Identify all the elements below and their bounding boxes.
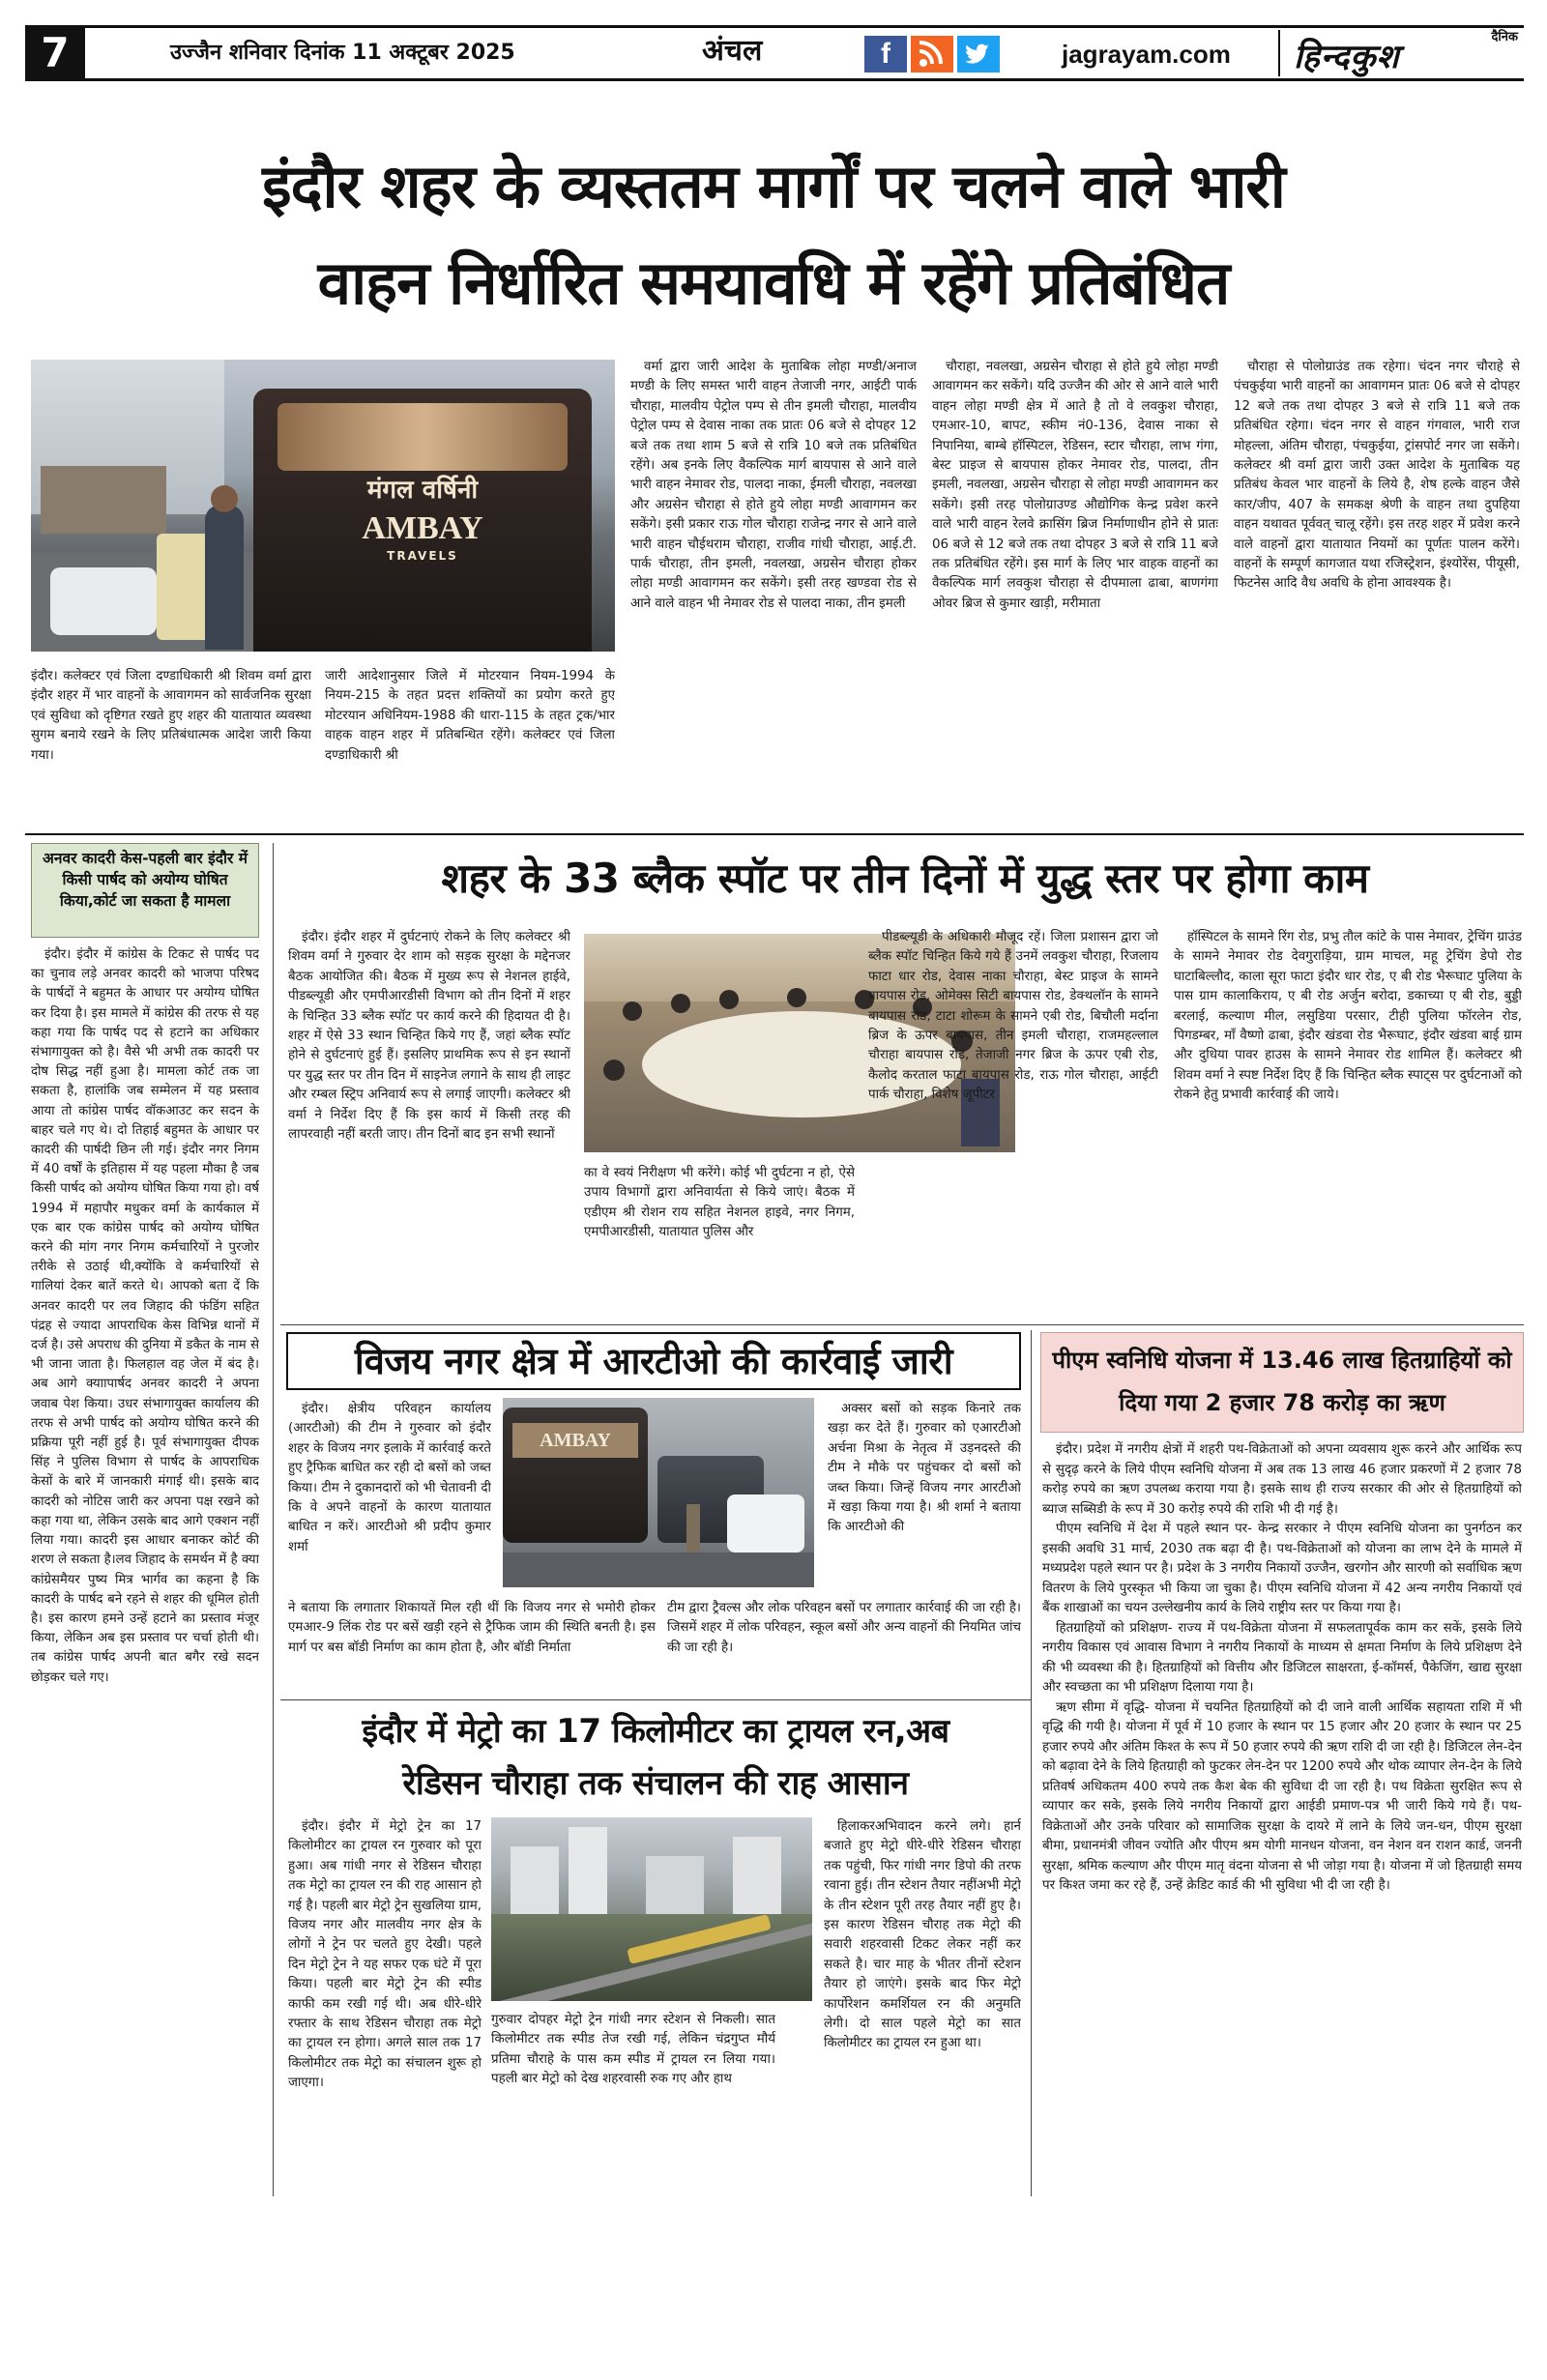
lead-column-1-text: वर्मा द्वारा जारी आदेश के मुताबिक लोहा मण्डी/अनाज मण्डी के लिए समस्त भारी वाहन तेजाजी नगर, आईटी पार्क चौराहा, मालवीय पेट्रोल पम्प से तीन इमली चौराहा, मालवीय पेट्रोल पम्प से देवास नाका तक प्रातः 06 बजे से दोपहर 12 बजे तक तथा शाम 5 बजे से रात्रि 10 बजे तक प्रतिबंधित रहेंगे। अब इनके लिए वैकल्पिक मार्ग बायपास से आने वाले भारी वाहन नेमावर रोड, पालदा नाका, ईमली चौराहा, नवलखा और अग्रसेन चौराहा से होते हुये लोहा मण्डी आवागमन कर सकेंगे। इसी प्रकार राऊ गोल चौराहा राजेन्द्र नगर से आने वाले भारी वाहन चौईथराम चौराहा, राजीव गांधी चौराहा, आई.टी. पार्क चौराहा, तीन इमली, नवलखा, अग्रसेन चौराहा होकर लोहा मण्डी आवागमन कर सकेंगे। इसी तरह खण्डवा रोड से आने वाले वाहन भी नेमावर रोड से पालदा नाका, तीन इमली [630, 360, 917, 611]
divider [280, 1324, 1524, 1325]
lead-column-3 [1234, 358, 1520, 826]
dateline: उज्जैन शनिवार दिनांक 11 अक्टूबर 2025 [170, 41, 515, 65]
side-headline: अनवर कादरी केस-पहली बार इंदौर में किसी पार्षद को अयोग्य घोषित किया,कोर्ट जा सकता है मामला [43, 850, 248, 910]
pm-body-paragraph-2: पीएम स्वनिधि में देश में पहले स्थान पर- केन्द्र सरकार ने पीएम स्वनिधि योजना का पुनर्गठन कर इसकी अवधि 31 मार्च, 2030 तक बढ़ा दी है। पथ-विक्रेताओं को योजना का लाभ देने के मामले में मध्यप्रदेश पहले स्थान पर है। प्रदेश के 3 नगरीय निकायों उज्जैन, खरगोन और सारणी को सर्वाधिक ऋण वितरण के लिये पुरस्कृत भी किया जा चुका है। पीएम स्वनिधि योजना में 42 अन्य नगरीय निकायों एवं बैंक शाखाओं का चयन उल्लेखनीय कार्य के लिये राष्ट्रीय स्तर पर किया गया है। [1042, 1522, 1522, 1615]
paper-logo [1278, 30, 1524, 76]
lead-column-3-text: चौराहा से पोलोग्राउंड तक रहेगा। चंदन नगर चौराहे से पंचकुईया भारी वाहनों का आवागमन प्रातः 06 बजे से दोपहर 12 बजे तक तथा दोपहर 3 बजे से रात्रि 11 बजे तक प्रतिबंधित रहेगा। चंदन नगर से वाहन गंगवाल, भारी राज मोहल्ला, अंतिम चौराहा, पंचकुईया, ट्रांसपोर्ट नगर जा सकेंगे। कलेक्टर श्री वर्मा द्वारा जारी उक्त आदेश के मुताबिक यह प्रतिबंध केवल भार वाहनों के लिये है, शेष हल्के वाहन जैसे कार/जीप, 407 के समकक्ष श्रेणी के वाहन तथा दुपहिया वाहन यथावत पूर्ववत् चालू रहेंगे। इस तरह शहर में प्रवेश करने वाले वाहनों द्वारा यातायात नियमों का पूर्णतः पालन करेंगे। वाहनों के सम्पूर्ण कागजात यथा रजिस्ट्रेशन, इंश्योरेंस, पीयूसी, फिटनेस आदि वैध अवधि के होना आवश्यक है। [1234, 360, 1520, 592]
paper-logo-name: हिन्दकुश [1294, 38, 1400, 76]
divider [25, 833, 1524, 835]
pm-body-paragraph-4: ऋण सीमा में वृद्धि- योजना में चयनित हितग्राहियों को दी जाने वाली आर्थिक सहायता राशि में भी वृद्धि की गयी है। योजना में पूर्व में 10 हजार के स्थान पर 15 हजार और 20 हजार के स्थान पर 25 हजार रुपये और अंतिम किश्त के रूप में 50 हजार रुपये की ऋण राशि दी जा रही है। डिजिटल लेन-देन को बढ़ावा देने के लिये हितग्राही को फुटकर लेन-देन पर 1200 रुपये और थोक व्यापार लेन-देन के लिये प्रतिवर्ष अधिकतम 400 रुपये तक कैश बेक की सुविधा दी जा रही है। पथ विक्रेता सुरक्षित रूप से व्यापार कर सके, इसके लिये नगरीय निकायों द्वारा आईडी प्रमाण-पत्र भी जारी किये गये हैं। पथ-विक्रेताओं और उनके परिवार को सामाजिक सुरक्षा के दायरे में लाने के लिये जन-धन, पीएम सुरक्षा बीमा, प्रधानमंत्री जीवन ज्योति और पीएम श्रम योगी मानधन योजना, वन नेशन वन राशन कार्ड, जननी सुरक्षा, श्रमिक कल्याण और पीएम मातृ वंदना योजना से भी जोड़ा गया है। योजना में जो हितग्राही समय पर किश्त जमा कर रहे हैं, उन्हें क्रेडिट कार्ड की भी सुविधा भी दी जा रही है। [1042, 1699, 1522, 1893]
rto-headline-box [286, 1332, 1021, 1390]
metro-under-photo: गुरुवार दोपहर मेट्रो ट्रेन गांधी नगर स्टेशन से निकली। सात किलोमीटर तक स्पीड तेज रखी गई, लेकिन चंद्रगुप्त मौर्य प्रतिमा चौराहे के पास कम स्पीड में ट्रायल रन लिया गया। पहली बार मेट्रो को देख शहरवासी रुक गए और हाथ [491, 2013, 775, 2087]
blackspot-column-4-text: हॉस्पिटल के सामने रिंग रोड, प्रभु तौल कांटे के पास नेमावर, ट्रेचिंग ग्राउंड के सामने नेमावर रोड देवगुराड़िया, ग्राम माचल, महू ट्रेचिंग डेपो रोड घाटाबिल्लौद, काला सूरा फाटा इंदौर धार रोड, ए बी रोड भैरूघाट पुलिया के पास ग्राम कालाकिराय, ए बी रोड अर्जुन बरोदा, डकाच्या ए बी रोड, बुड्डी बरलाई, कल्याण मील, लसुडिया परसार, टीही पुलिया फॉरलेन रोड, पिगडम्बर, माँ वैष्णो ढाबा, इंदौर खंडवा रोड भैरूघाट, इंदौर खंडवा बाई ग्राम और दुधिया पावर हाउस के सामने नेमावर रोड शामिल हैं। कलेक्टर श्री शिवम वर्मा ने स्पष्ट निर्देश दिए हैं कि चिन्हित ब्लैक स्पाट्स पर दुर्घटनाओं को रोकने हेतु प्रभावी कार्रवाई की जाये। [1174, 930, 1522, 1103]
pm-body-paragraph-3: हितग्राहियों को प्रशिक्षण- राज्य में पथ-विक्रेता योजना में सफलतापूर्वक काम कर सकें, इसके लिये नगरीय विकास एवं आवास विभाग ने नगरीय निकायों के माध्यम से क्षमता निर्माण के लिये प्रशिक्षण देने की भी व्यवस्था की है। हितग्राहियों को वित्तीय और डिजिटल साक्षरता, ई-कॉमर्स, पैकेजिंग, खाद्य सुरक्षा और स्वच्छता का भी प्रशिक्षण दिलाया गया है। [1042, 1620, 1522, 1695]
social-icons [864, 36, 1009, 73]
twitter-icon[interactable] [957, 36, 1000, 73]
blackspot-under-photo: का वे स्वयं निरीक्षण भी करेंगे। कोई भी दुर्घटना न हो, ऐसे उपाय विभागों द्वारा अनिवार्यता से किये जाएं। बैठक में एडीएम श्री रोशन राय सहित नेशनल हाइवे, नगर निगम, एमपीआरडीसी, यातायात पुलिस और [584, 1166, 855, 1240]
bus-text-line1: मंगल वर्षिनी [366, 476, 479, 505]
blackspot-column-3 [868, 928, 1158, 1317]
rto-under-photo-right: टीम द्वारा ट्रैवल्स और लोक परिवहन बसों पर लगातार कार्रवाई की जा रही है। जिसमें शहर में लोक परिवहन, स्कूल बसों और अन्य वाहनों की नियमित जांच की जा रही है। [667, 1601, 1021, 1655]
rto-headline: विजय नगर क्षेत्र में आरटीओ की कार्रवाई जारी [354, 1340, 953, 1382]
rto-column-3-text: अक्सर बसों को सड़क किनारे तक खड़ा कर देते हैं। गुरुवार को एआरटीओ अर्चना मिश्रा के नेतृत्व में उड़नदस्ते की टीम ने मौके पर पहुंचकर दो बसों को जब्त किया। जिन्हें विजय नगर आरटीओ में खड़ा किया गया है। श्री शर्मा ने बताया कि आरटीओ की [828, 1402, 1021, 1535]
divider [273, 843, 274, 2196]
blackspot-column-3-text: पीडब्ल्यूडी के अधिकारी मौजूद रहें। जिला प्रशासन द्वारा जो ब्लैक स्पॉट चिन्हित किये गये हैं उनमें लवकुश चौराहा, रिजलाय फाटा धार रोड, देवास नाका चौराहा, बेस्ट प्राइज के सामने बायपास रोड, ओमेक्स सिटी बायपास रोड, डेक्थलॉन के सामने बायपास रोड, टाटा शोरूम के सामने एबी रोड, बिचौली मर्दाना ब्रिज के ऊपर बायपास, तीन इमली चौराहा, राजमहल्लाल चौराहा बायपास रोड, तेजाजी नगर ब्रिज के ऊपर एबी रोड, कैलोद करताल फाटा बायपास रोड, राऊ गोल चौराहा, आईटी पार्क चौराहा, विशेष जूपीटर [868, 930, 1158, 1103]
metro-headline-line1: इंदौर में मेट्रो का 17 किलोमीटर का ट्रायल रन,अब [362, 1712, 949, 1751]
rto-column-1-text: इंदौर। क्षेत्रीय परिवहन कार्यालय (आरटीओ) की टीम ने गुरुवार को इंदौर शहर के विजय नगर इलाके में कार्रवाई करते हुए ट्रैफिक बाधित कर रही दो बसों को जब्त किया। टीम ने दुकानदारों को भी चेतावनी दी कि वे अपने वाहनों के कारण यातायात बाधित न करें। आरटीओ श्री प्रदीप कुमार शर्मा [288, 1402, 491, 1554]
page-number: 7 [25, 28, 85, 78]
lead-column-2-text: चौराहा, नवलखा, अग्रसेन चौराहा से होते हुये लोहा मण्डी आवागमन कर सकेंगे। यदि उज्जैन की ओर से आने वाले भारी वाहन लोहा मण्डी क्षेत्र में आते है तो वे लवकुश चौराहा, एमआर-10, बापट, स्कीम नं0-136, देवास नाका से निपानिया, बाम्बे हॉस्पिटल, रेडिसन, स्टार चौराहा, लाभ गंगा, बेस्ट प्राइज से बायपास होकर नेमावर रोड, पालदा, तीन इमली, नवलखा, अग्रसेन चौराहा से लोहा मण्डी आवागमन कर सकेंगे। इसी तरह पोलोग्राउण्ड औद्योगिक केन्द्र प्रवेश करने वाले भारी वाहन रेलवे क्रासिंग ब्रिज निर्माणाधीन होने से प्रातः 06 बजे से 12 बजे तक तथा दोपहर 3 बजे से रात्रि 11 बजे तक प्रतिबंधित रहेंगे। इस मार्ग के लिए भार वाहक वाहनों का वैकल्पिक मार्ग लवकुश चौराहा से दीपमाला ढाबा, बाणगंगा ओवर ब्रिज से कुमार खाड़ी, मरीमाता [932, 360, 1218, 611]
rss-icon[interactable] [911, 36, 953, 73]
blackspot-column-1-text: इंदौर। इंदौर शहर में दुर्घटनाएं रोकने के लिए कलेक्टर श्री शिवम वर्मा ने गुरुवार देर शाम को सड़क सुरक्षा के मद्देनजर बैठक आयोजित की। बैठक में मुख्य रूप से नेशनल हाईवे, पीडब्ल्यूडी और एमपीआरडीसी विभाग को तीन दिनों में शहर के चिन्हित 33 ब्लैक स्पॉट पर कार्य करने की हिदायत दी है। शहर में ऐसे 33 स्थान चिन्हित किये गए हैं, जहां ब्लैक स्पॉट होने से दुर्घटनाएं हुई हैं। इसलिए प्राथमिक रूप से इन स्थानों पर युद्ध स्तर पर तीन दिन में साइनेज लगाने के साथ ही लाइट और रम्बल स्ट्रिप अनिवार्य रूप से लगाई जाएगी। कलेक्टर श्री वर्मा ने निर्देश दिए हैं कि इस कार्य में किसी तरह की लापरवाही नहीं बरती जाए। तीन दिनों बाद इन सभी स्थानों [288, 930, 570, 1143]
lead-photo-bus [31, 360, 615, 652]
divider [1031, 1330, 1032, 2196]
lead-headline-line1: इंदौर शहर के व्यस्ततम मार्गों पर चलने वाले भारी [262, 151, 1285, 221]
metro-column-3 [824, 1817, 1021, 2196]
website[interactable]: jagrayam.com [1062, 40, 1231, 69]
masthead [25, 25, 1524, 81]
lead-column-1 [630, 358, 917, 826]
pm-body-paragraph-1: इंदौर। प्रदेश में नगरीय क्षेत्रों में शहरी पथ-विक्रेताओं को अपना व्यवसाय शुरू करने और आर्थिक रूप से सुदृढ़ करने के लिये पीएम स्वनिधि योजना में अब तक 13 लाख 46 हजार प्रकरणों में 2 हजार 78 करोड़ रुपये का ऋण उपलब्ध कराया गया है। इसके साथ ही राज्य सरकार की ओर से हितग्राहियों को ब्याज सब्सिडी के रूप में 30 करोड़ रुपये की राशि भी दी गई है। [1042, 1442, 1522, 1517]
metro-column-3-text: हिलाकरअभिवादन करने लगे। हार्न बजाते हुए मेट्रो धीरे-धीरे रेडिसन चौराहा तक पहुंची, फिर गांधी नगर डिपो की तरफ रवाना हुई। तीन स्टेशन तैयार नहींअभी मेट्रो के तीन स्टेशन पूरी तरह तैयार नहीं हुए है। इस कारण रेडिसन चौराह तक मेट्रो की सवारी शहरवासी टिकट लेकर नहीं कर सकते है। चार माह के भीतर तीनों स्टेशन तैयार हो जाएंगे। इसके बाद फिर मेट्रो कार्पोरेशन कमर्शियल रन की अनुमति लेगी। दो साल पहले मेट्रो का सात किलोमीटर का ट्रायल रन हुआ था। [824, 1819, 1021, 2051]
paper-logo-small: दैनिक [1491, 30, 1518, 44]
side-headline-box [31, 843, 259, 938]
metro-headline-line2: रेडिसन चौराहा तक संचालन की राह आसान [402, 1764, 909, 1803]
rto-column-3 [828, 1400, 1021, 1595]
rto-column-1 [288, 1400, 491, 1595]
bus-text-line3: TRAVELS [387, 549, 458, 563]
facebook-icon[interactable]: f [864, 36, 907, 73]
metro-column-1-text: इंदौर। इंदौर में मेट्रो ट्रेन का 17 किलोमीटर का ट्रायल रन गुरुवार को पूरा हुआ। अब गांधी नगर से रेडिसन चौराहा तक मेट्रो का ट्रायल रन की राह आसान हो गई है। पहली बार मेट्रो ट्रेन सुखलिया ग्राम, विजय नगर और मालवीय नगर क्षेत्र के लोगों ने ट्रेन पर चलते हुए देखी। पहले दिन मेट्रो ट्रेन ने यह सफर एक घंटे में पूरा किया। पहली बार मेट्रो ट्रेन की स्पीड काफी कम रखी गई थी। अब धीरे-धीरे रफ्तार के साथ रेडिसन चौराहा तक मेट्रो का ट्रायल रन होगा। अगले साल तक 17 किलोमीटर तक मेट्रो का संचालन शुरू हो जाएगा। [288, 1819, 482, 2091]
side-body [31, 945, 259, 2192]
lead-photo-caption: इंदौर। कलेक्टर एवं जिला दण्डाधिकारी श्री शिवम वर्मा द्वारा इंदौर शहर में भार वाहनों के आवागमन को सार्वजनिक सुरक्षा एवं सुविधा को दृष्टिगत रखते हुए शहर की यातायात व्यवस्था सुगम बनाये रखने के लिए प्रतिबंधात्मक आदेश जारी किया गया। [31, 669, 311, 763]
rto-under-photo-left: ने बताया कि लगातार शिकायतें मिल रही थीं कि विजय नगर से भमोरी होकर एमआर-9 लिंक रोड पर बसें खड़ी रहने से ट्रैफिक जाम की स्थिति बनती है। इस मार्ग पर बस बॉडी निर्माण का काम होता है, और बॉडी निर्माता [288, 1601, 656, 1655]
bus-text-line2: AMBAY [362, 510, 483, 546]
divider [280, 1699, 1031, 1700]
lead-column-2 [932, 358, 1218, 826]
side-body-text: इंदौर। इंदौर में कांग्रेस के टिकट से पार्षद पद का चुनाव लड़े अनवर कादरी को भाजपा परिषद के पार्षदों ने बहुमत के आधार पर अयोग्य घोषित कर दिया है। इस मामले में कांग्रेस की तरफ से यह कहा गया कि पार्षद पद से हटाने का अधिकार संभागायुक्त को है। वैसे भी अभी तक कादरी पर दोष सिद्ध नहीं हुआ है। मामला कोर्ट तक जा सकता है, हालांकि जब सम्मेलन में यह प्रस्ताव आया तो कांग्रेस पार्षद वॉकआउट कर सदन के बाहर चले गए थे। दो तिहाई बहुमत के आधार पर कादरी की पार्षदी छिन ली गई। इंदौर नगर निगम में 40 वर्षों के इतिहास में यह पहला मौका है जब किसी पार्षद को अयोग्य घोषित किया गया हो। वर्ष 1994 में महापौर मधुकर वर्मा के कार्यकाल में एक बार एक कांग्रेस पार्षद को अयोग्य घोषित करने की मांग नगर निगम कर्मचारियों ने पुरजोर तरीके से उठाई थी,क्योंकि वे कर्मचारियों से गालियां देकर बातें करते थे। आपको बता दें कि अनवर कादरी पर लव जिहाद की फंडिंग सहित पंद्रह से ज्यादा आपराधिक केस विभिन्न थानों में दर्ज है। उसे अपराध की दुनिया में डकैत के नाम से भी जाना जाता है। फिलहाल वह जेल में बंद है।अब आगे क्याापार्षद अनवर कादरी ने अपना जवाब पेश किया। उधर संभागायुक्त कार्यालय की तरफ से अभी पार्षद को अयोग्य घोषित करने की प्रक्रिया पूरी नहीं हुई है। पूर्व संभागायुक्त दीपक सिंह ने पुलिस विभाग से पार्षद के आपराधिक केसों के बारे में जानकारी मंगाई थी। इसके बाद कादरी को नोटिस जारी कर अपना पक्ष रखने को कहा गया था, लेकिन उसके बाद आगे एक्शन नहीं लिया गया। कादरी इस आधार बनाकर कोर्ट की शरण ले सकता है।लव जिहाद के समर्थन में है क्या कांग्रेसमैयर पुष्य मित्र भार्गव का कहना है कि कादरी के पार्षद बने रहने से शहर की धूमिल होती है। इस कारण हमने उन्हें हटाने का प्रस्ताव मंजूर किया, लेकिन अब इस प्रस्ताव पर चर्चा होती थी। तब कांग्रेस पार्षद अपनी बात बगैर रखे सदन छोड़कर चले गए। [31, 947, 259, 1685]
pm-headline: पीएम स्वनिधि योजना में 13.46 लाख हितग्राहियों को दिया गया 2 हजार 78 करोड़ का ऋण [1052, 1347, 1512, 1416]
blackspot-column-4 [1174, 928, 1522, 1317]
rto-bus-photo [503, 1398, 814, 1587]
blackspot-column-1 [288, 928, 570, 1317]
blackspot-headline: शहर के 33 ब्लैक स्पॉट पर तीन दिनों में युद्ध स्तर पर होगा काम [441, 855, 1369, 902]
lead-headline-line2: वाहन निर्धारित समयावधि में रहेंगे प्रतिबंधित [317, 247, 1230, 318]
lead-under-photo-text: जारी आदेशानुसार जिले में मोटरयान नियम-1994 के नियम-215 के तहत प्रदत्त शक्तियों का प्रयोग करते हुए मोटरयान अधिनियम-1988 की धारा-115 के तहत ट्रक/भार वाहक वाहन शहर में प्रतिबन्धित रहेंगे। कलेक्टर एवं जिला दण्डाधिकारी श्री [325, 669, 615, 763]
rto-bus-sign: AMBAY [512, 1423, 638, 1458]
pm-body [1042, 1440, 1522, 2194]
metro-photo [491, 1817, 812, 2001]
section-name: अंचल [702, 34, 763, 68]
metro-column-1 [288, 1817, 482, 2196]
pm-headline-box [1040, 1332, 1524, 1433]
